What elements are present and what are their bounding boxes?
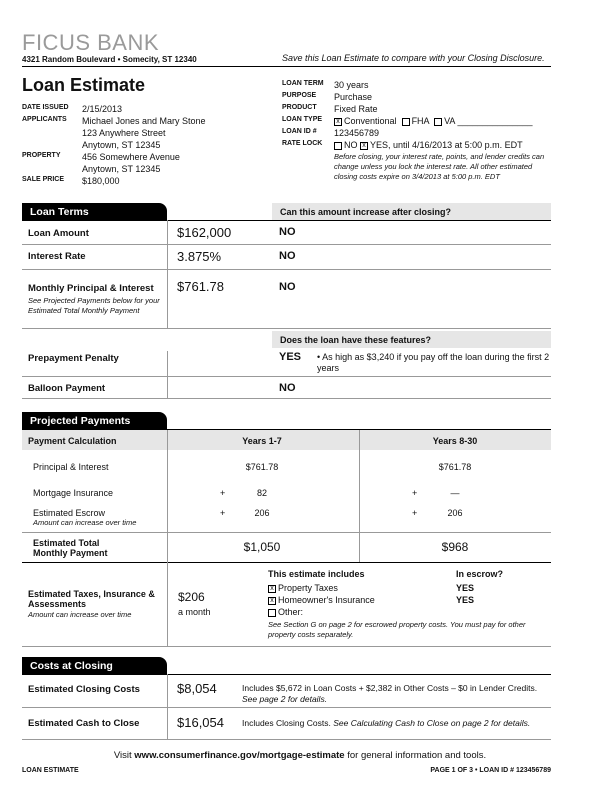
- rate-lock-label: RATE LOCK: [282, 140, 323, 147]
- col-years-8-30: Years 8-30: [432, 436, 478, 446]
- fha-checkbox[interactable]: [402, 118, 410, 126]
- loan-amount: $162,000: [177, 225, 232, 240]
- rate-lock-no-checkbox[interactable]: [334, 142, 342, 150]
- property-label: PROPERTY: [22, 152, 61, 159]
- homeowners-insurance-escrow: YES: [456, 595, 475, 605]
- prepayment-detail: • As high as $3,240 if you pay off the loan during the first 2 years: [317, 352, 550, 373]
- applicants-line2: 123 Anywhere Street: [82, 128, 166, 138]
- product-label: PRODUCT: [282, 104, 317, 111]
- footer-url-link[interactable]: www.consumerfinance.gov/mortgage-estimate: [134, 750, 345, 761]
- purpose: Purchase: [334, 92, 373, 102]
- property-taxes-checkbox[interactable]: x: [268, 585, 276, 593]
- header-divider: [22, 66, 551, 67]
- date-issued-label: DATE ISSUED: [22, 104, 69, 111]
- property-line1: 456 Somewhere Avenue: [82, 152, 180, 162]
- mi-label: Mortgage Insurance: [33, 488, 114, 498]
- prepayment-label: Prepayment Penalty: [28, 353, 119, 364]
- total-label-line1: Estimated Total: [33, 538, 100, 548]
- footer-left: LOAN ESTIMATE: [22, 767, 79, 774]
- escrow-note-detail: See Section G on page 2 for escrowed property costs. You must pay for other property costs separately.: [268, 620, 526, 639]
- total-label: [33, 538, 108, 558]
- costs-at-closing-tab: Costs at Closing: [22, 657, 167, 675]
- loan-type-label: LOAN TYPE: [282, 116, 323, 123]
- mi-plus-2: +: [412, 488, 418, 498]
- escrow-plus-2: +: [412, 508, 418, 518]
- pi-years-1-7: $761.78: [245, 462, 279, 472]
- footer-right: PAGE 1 OF 3 • LOAN ID # 123456789: [430, 767, 551, 774]
- mi-years-8-30: —: [450, 488, 460, 498]
- mi-years-1-7: 82: [256, 488, 267, 498]
- product: Fixed Rate: [334, 104, 378, 114]
- mpi-label: Monthly Principal & Interest: [28, 283, 154, 294]
- property-taxes-label: Property Taxes: [278, 583, 338, 593]
- cash-to-close-amount: $16,054: [177, 715, 224, 730]
- loan-terms-section: [22, 203, 551, 398]
- applicants-line1: Michael Jones and Mary Stone: [82, 116, 206, 126]
- conventional-checkbox[interactable]: x: [334, 118, 342, 126]
- homeowners-insurance-label: Homeowner's Insurance: [278, 595, 375, 605]
- loan-amount-answer: NO: [279, 226, 296, 238]
- sale-price: $180,000: [82, 176, 120, 186]
- rate-lock-yes-checkbox[interactable]: x: [360, 142, 368, 150]
- loan-amount-label: Loan Amount: [28, 228, 89, 239]
- escrow-label: Estimated Escrow: [33, 508, 106, 518]
- in-escrow-label: In escrow?: [456, 569, 504, 579]
- projected-payments-tab: Projected Payments: [22, 412, 167, 430]
- fha-label: FHA: [411, 116, 430, 126]
- escrow-years-1-7: 206: [254, 508, 270, 518]
- property-taxes-escrow: YES: [456, 583, 475, 593]
- save-note: Save this Loan Estimate to compare with your Closing Disclosure.: [282, 53, 545, 63]
- other-checkbox[interactable]: [268, 609, 276, 617]
- date-issued: 2/15/2013: [82, 104, 123, 114]
- payment-calc-label: Payment Calculation: [28, 436, 117, 446]
- loan-type-other-blank: _______________: [457, 116, 533, 126]
- page-title: Loan Estimate: [22, 75, 146, 95]
- mpi-amount: $761.78: [177, 279, 224, 294]
- escrow-note: Amount can increase over time: [33, 518, 137, 527]
- footer-visit: [0, 750, 600, 761]
- other-label: Other:: [278, 607, 304, 617]
- loan-terms-tab: Loan Terms: [22, 203, 167, 221]
- homeowners-insurance-checkbox[interactable]: x: [268, 597, 276, 605]
- loan-id-label: LOAN ID #: [282, 128, 317, 135]
- bank-name: FICUS BANK: [22, 30, 160, 55]
- rate-lock-yes: YES, until 4/16/2013 at 5:00 p.m. EDT: [370, 140, 523, 150]
- right-info: [282, 80, 552, 182]
- balloon-label: Balloon Payment: [28, 383, 106, 394]
- costs-at-closing-section: [22, 657, 551, 739]
- taxes-period: a month: [178, 607, 211, 617]
- applicants-line3: Anytown, ST 12345: [82, 140, 161, 150]
- cash-to-close-note: [242, 718, 551, 728]
- interest-rate-label: Interest Rate: [28, 251, 86, 262]
- rate-lock-no: NO: [344, 140, 358, 150]
- left-info: [22, 104, 272, 188]
- footer-visit-word: Visit: [113, 750, 132, 761]
- mpi-note: See Projected Payments below for your Estimated Total Monthly Payment: [28, 296, 160, 315]
- includes-label: This estimate includes: [268, 569, 365, 579]
- col-years-1-7: Years 1-7: [242, 436, 282, 446]
- purpose-label: PURPOSE: [282, 92, 317, 99]
- total-label-line2: Monthly Payment: [33, 548, 108, 558]
- conventional-label: Conventional: [344, 116, 397, 126]
- cash-to-close-label: Estimated Cash to Close: [28, 718, 140, 729]
- question-features: Does the loan have these features?: [272, 331, 551, 348]
- loan-id: 123456789: [334, 128, 380, 138]
- total-years-1-7: $1,050: [243, 540, 281, 554]
- property-line2: Anytown, ST 12345: [82, 164, 161, 174]
- prepayment-answer: YES: [279, 351, 302, 363]
- escrow-plus-1: +: [220, 508, 226, 518]
- va-label: VA: [444, 116, 455, 126]
- mi-plus-1: +: [220, 488, 226, 498]
- total-years-8-30: $968: [441, 540, 469, 554]
- va-checkbox[interactable]: [434, 118, 442, 126]
- taxes-label: Estimated Taxes, Insurance & Assessments: [28, 589, 155, 609]
- pi-label: Principal & Interest: [33, 462, 109, 472]
- balloon-answer: NO: [279, 382, 296, 394]
- loan-term: 30 years: [334, 80, 369, 90]
- mpi-answer: NO: [279, 281, 296, 293]
- closing-costs-amount: $8,054: [177, 681, 217, 696]
- closing-costs-note-text: Includes $5,672 in Loan Costs + $2,382 in Other Costs – $0 in Lender Credits.: [242, 683, 538, 693]
- cash-to-close-note-link: See Calculating Cash to Close on page 2 for details.: [333, 718, 531, 728]
- closing-costs-note: [242, 683, 551, 705]
- escrow-years-8-30: 206: [447, 508, 463, 518]
- closing-costs-label: Estimated Closing Costs: [28, 684, 140, 695]
- projected-payments-section: [22, 412, 551, 650]
- applicants-label: APPLICANTS: [22, 116, 67, 123]
- rate-lock-note: Before closing, your interest rate, points, and lender credits can change unless you lock the interest rate. All other estimated closing costs expire on 3/4/2013 at 5:00 p.m. EDT: [334, 152, 545, 181]
- bank-address: 4321 Random Boulevard • Somecity, ST 12340: [22, 55, 197, 64]
- sale-price-label: SALE PRICE: [22, 176, 65, 183]
- interest-rate: 3.875%: [177, 249, 222, 264]
- taxes-amount: $206: [178, 590, 205, 604]
- footer-rest: for general information and tools.: [347, 750, 487, 761]
- pi-years-8-30: $761.78: [438, 462, 472, 472]
- cash-to-close-note-text: Includes Closing Costs.: [242, 718, 331, 728]
- closing-costs-note-link: See page 2 for details.: [242, 694, 328, 704]
- interest-rate-answer: NO: [279, 250, 296, 262]
- loan-term-label: LOAN TERM: [282, 80, 324, 87]
- question-increase: Can this amount increase after closing?: [272, 203, 551, 220]
- taxes-note: Amount can increase over time: [28, 610, 132, 619]
